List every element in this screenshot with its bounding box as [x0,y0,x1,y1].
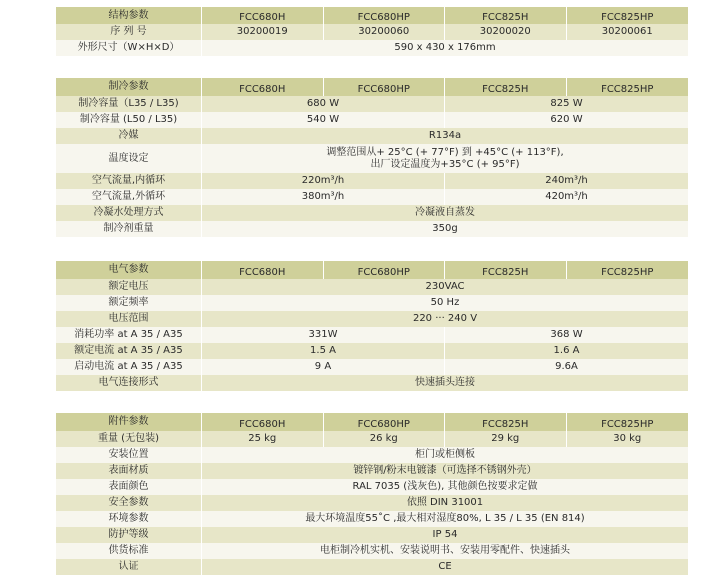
row-label: 空气流量,内循环 [56,173,202,189]
table-row [56,279,688,295]
table-row [56,112,688,128]
header-col: FCC680H [202,78,324,96]
table-row [56,173,688,189]
row-label: 序 列 号 [56,24,202,40]
row-value: 220m³/h [202,173,445,189]
row-label: 重量 (无包装) [56,431,202,447]
row-value: 1.5 A [202,343,445,359]
header-label: 电气参数 [56,261,202,279]
row-label: 防护等级 [56,527,202,543]
row-value: 1.6 A [445,343,688,359]
header-col: FCC680HP [324,261,446,279]
temp-default-text: 出厂设定温度为+35°C (+ 95°F) [370,158,520,170]
row-value: 540 W [202,112,445,128]
row-label: 外形尺寸（W×H×D） [56,40,202,56]
table-row [56,128,688,144]
table-row [56,311,688,327]
row-value: 825 W [445,96,688,112]
header-col: FCC825HP [567,261,689,279]
row-value: 30 kg [567,431,689,447]
table-row [56,40,688,56]
header-col: FCC825HP [567,78,689,96]
header-col: FCC825HP [567,7,689,24]
table-row [56,189,688,205]
row-value: 30200060 [324,24,446,40]
header-col: FCC825H [445,261,567,279]
row-value: 380m³/h [202,189,445,205]
table-row [56,375,688,391]
row-label: 空气流量,外循环 [56,189,202,205]
row-value: 柜门或柜侧板 [202,447,688,463]
table-row [56,144,688,173]
table-header [56,261,688,280]
row-label: 冷凝水处理方式 [56,205,202,221]
row-label: 额定电流 at A 35 / A35 [56,343,202,359]
row-value: 镀锌钢/粉末电镀漆（可选择不锈钢外壳） [202,463,688,479]
row-label: 额定电压 [56,279,202,295]
row-label: 冷媒 [56,128,202,144]
row-label: 温度设定 [56,144,202,173]
row-value: 50 Hz [202,295,688,311]
table-row [56,343,688,359]
row-value: 29 kg [445,431,567,447]
row-value: 331W [202,327,445,343]
row-label: 安装位置 [56,447,202,463]
row-label: 电气连接形式 [56,375,202,391]
row-value: 30200061 [567,24,689,40]
row-value: 350g [202,221,688,237]
row-value: 9.6A [445,359,688,375]
header-label: 制冷参数 [56,78,202,96]
row-value: 680 W [202,96,445,112]
table-row [56,447,688,463]
header-col: FCC680H [202,7,324,24]
row-value: 230VAC [202,279,688,295]
row-value: 冷凝液自蒸发 [202,205,688,221]
table-row [56,463,688,479]
row-value: 368 W [445,327,688,343]
table-row [56,24,688,40]
row-value: IP 54 [202,527,688,543]
header-col: FCC825H [445,78,567,96]
table-row [56,527,688,543]
row-value: 240m³/h [445,173,688,189]
row-label: 制冷剂重量 [56,221,202,237]
header-label: 附件参数 [56,413,202,431]
row-value: 电柜制冷机实机、安装说明书、安装用零配件、快速插头 [202,543,688,559]
row-label: 消耗功率 at A 35 / A35 [56,327,202,343]
row-value: RAL 7035 (浅灰色), 其他颜色按要求定做 [202,479,688,495]
table-header [56,7,688,25]
row-value: 30200019 [202,24,324,40]
row-value: CE [202,559,688,575]
header-col: FCC680H [202,261,324,279]
table-row [56,221,688,237]
row-label: 安全参数 [56,495,202,511]
header-col: FCC680HP [324,78,446,96]
header-col: FCC680HP [324,413,446,431]
table-row [56,96,688,112]
table-row [56,479,688,495]
row-label: 环境参数 [56,511,202,527]
row-label: 表面颜色 [56,479,202,495]
row-value: 快速插头连接 [202,375,688,391]
row-value: 依照 DIN 31001 [202,495,688,511]
row-value: 30200020 [445,24,567,40]
row-value [202,144,688,173]
row-label: 制冷容量 (L50 / L35) [56,112,202,128]
row-label: 表面材质 [56,463,202,479]
row-label: 额定频率 [56,295,202,311]
header-col: FCC680H [202,413,324,431]
row-value: 420m³/h [445,189,688,205]
row-value: 590 x 430 x 176mm [202,40,688,56]
row-value: R134a [202,128,688,144]
table-header [56,78,688,97]
table-row [56,205,688,221]
row-label: 电压范围 [56,311,202,327]
table-row [56,295,688,311]
row-value: 620 W [445,112,688,128]
row-label: 启动电流 at A 35 / A35 [56,359,202,375]
table-header [56,413,688,432]
row-value: 9 A [202,359,445,375]
header-col: FCC825HP [567,413,689,431]
row-value: 220 ··· 240 V [202,311,688,327]
table-row [56,511,688,527]
row-label: 制冷容量（L35 / L35) [56,96,202,112]
row-label: 供货标准 [56,543,202,559]
table-row [56,431,688,447]
temp-range-text: 调整范围从+ 25°C (+ 77°F) 到 +45°C (+ 113°F), [326,147,564,158]
row-value: 25 kg [202,431,324,447]
header-col: FCC825H [445,7,567,24]
table-row [56,359,688,375]
row-label: 认证 [56,559,202,575]
header-label: 结构参数 [56,7,202,24]
row-value: 最大环境温度55˚C ,最大相对湿度80%, L 35 / L 35 (EN 814) [202,511,688,527]
header-col: FCC825H [445,413,567,431]
table-row [56,495,688,511]
row-value: 26 kg [324,431,446,447]
table-row [56,327,688,343]
header-col: FCC680HP [324,7,446,24]
table-row [56,543,688,559]
table-row [56,559,688,575]
